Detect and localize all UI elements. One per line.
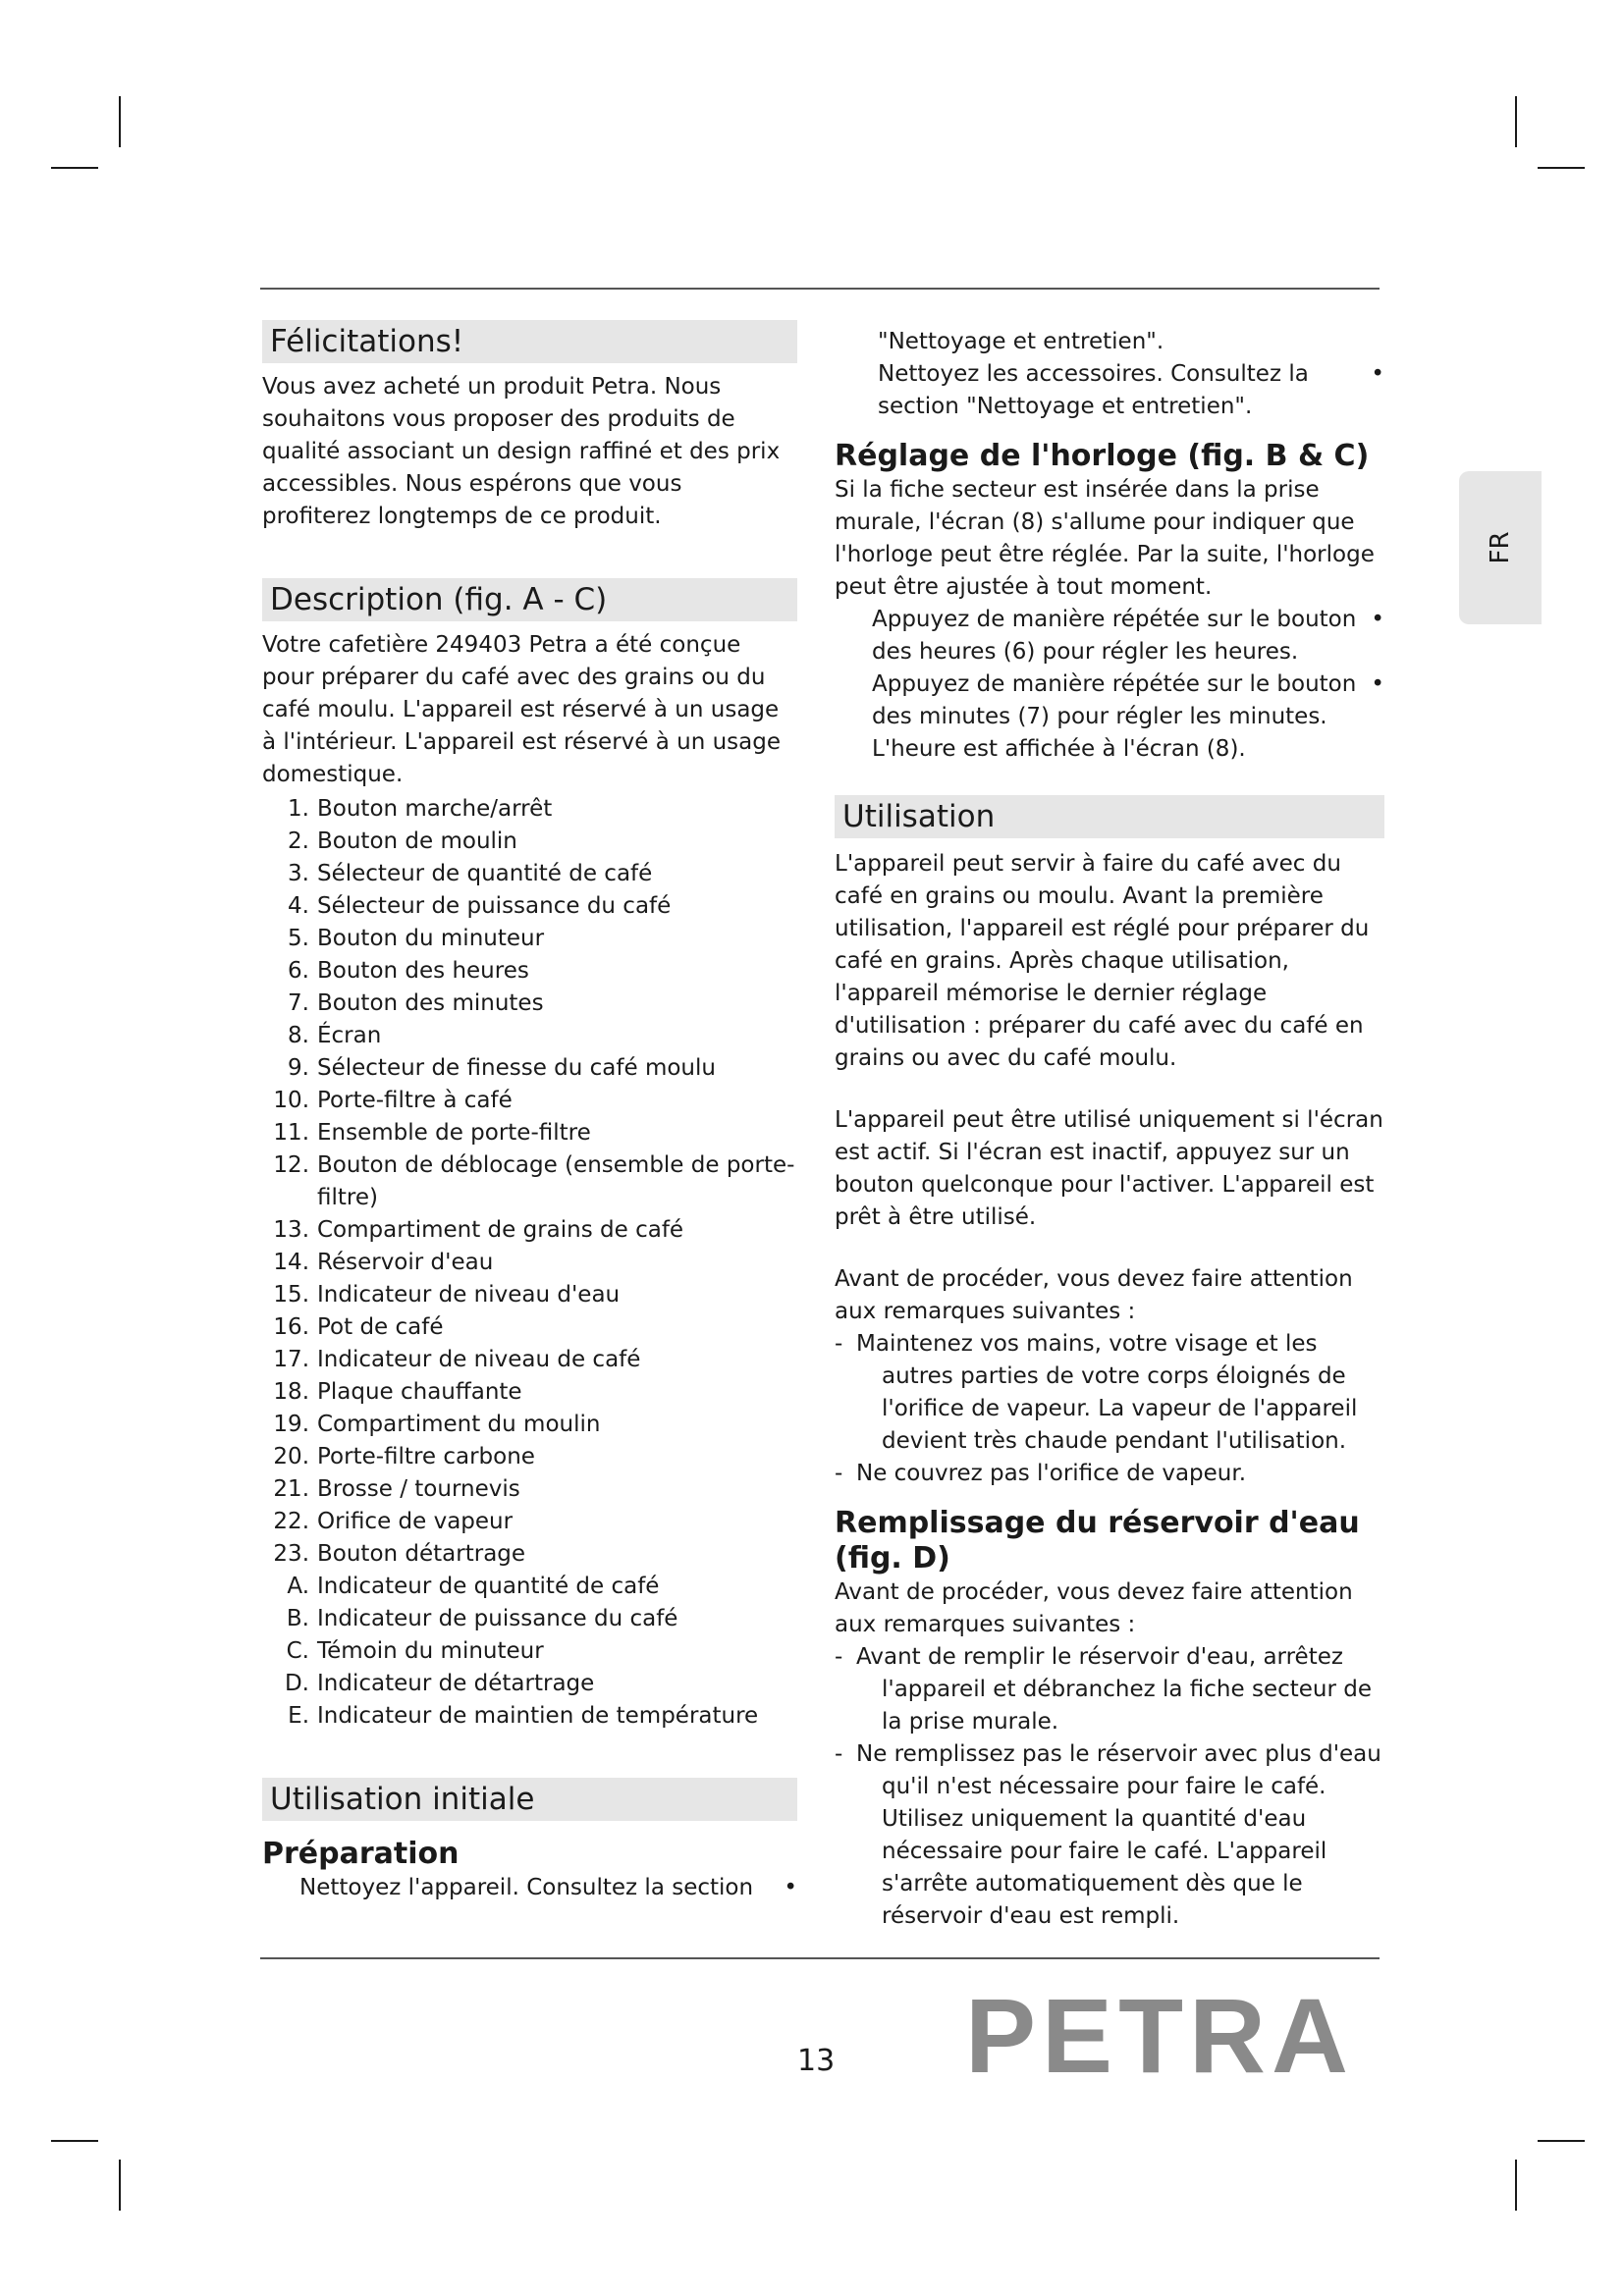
dash-icon: - xyxy=(835,1331,843,1357)
crop-mark xyxy=(119,96,121,147)
felicitations-paragraph: Vous avez acheté un produit Petra. Nous souhaitons vous proposer des produits de qualité associant un design raffiné et des prix accessibles. Nous espérons que vous profiterez longtemps de ce produit. xyxy=(262,374,781,529)
parts-list-item xyxy=(262,955,797,988)
parts-list-item-number: 20. xyxy=(273,1444,309,1469)
parts-list-item-text: Bouton marche/arrêt xyxy=(317,796,553,822)
parts-list-item-number: 12. xyxy=(273,1152,309,1178)
parts-list-item-text: Indicateur de niveau de café xyxy=(317,1347,641,1372)
parts-list-item-text: Sélecteur de puissance du café xyxy=(317,893,672,919)
parts-list-item xyxy=(262,1149,797,1214)
preparation-bullet-1 xyxy=(262,1872,797,1904)
language-tab xyxy=(1459,471,1542,624)
parts-list-item xyxy=(262,1085,797,1117)
bullet-dot-icon: • xyxy=(1371,607,1384,632)
bottom-rule xyxy=(260,1957,1380,1959)
parts-list-item xyxy=(262,1409,797,1441)
remplissage-dash-2-text: Ne remplissez pas le réservoir avec plus d'eau qu'il n'est nécessaire pour faire le café. Utilisez uniquement la quantité d'eau nécessaire pour faire le café. L'appareil s'arrête automatiquement dès que le réservoir d'eau est rempli. xyxy=(856,1741,1381,1929)
parts-list-item-number: B. xyxy=(286,1606,309,1631)
bullet-dot-icon: • xyxy=(1371,671,1384,697)
parts-list-item-text: Indicateur de niveau d'eau xyxy=(317,1282,621,1308)
parts-list-item-text: Bouton de moulin xyxy=(317,828,517,854)
utilisation-dash-1 xyxy=(835,1328,1384,1458)
parts-list-item xyxy=(262,1214,797,1247)
parts-list-item-number: 19. xyxy=(273,1412,309,1437)
parts-list-item xyxy=(262,826,797,858)
remplissage-heading: Remplissage du réservoir d'eau (fig. D) xyxy=(835,1506,1360,1575)
parts-list-item xyxy=(262,1344,797,1376)
horloge-heading: Réglage de l'horloge (fig. B & C) xyxy=(835,439,1370,473)
parts-list-item-text: Brosse / tournevis xyxy=(317,1476,520,1502)
parts-list-item-number: 15. xyxy=(273,1282,309,1308)
utilisation-dash-2 xyxy=(835,1458,1384,1490)
petra-logo: PETRA xyxy=(965,1976,1355,2095)
parts-list-item-text: Indicateur de maintien de température xyxy=(317,1703,759,1729)
parts-list-item-number: 21. xyxy=(273,1476,309,1502)
remplissage-paragraph: Avant de procéder, vous devez faire attention aux remarques suivantes : xyxy=(835,1579,1353,1637)
horloge-after: L'heure est affichée à l'écran (8). xyxy=(872,736,1246,762)
parts-list-item-number: 1. xyxy=(288,796,309,822)
parts-list-item-text: Indicateur de puissance du café xyxy=(317,1606,678,1631)
crop-mark xyxy=(51,167,98,169)
parts-list-item-number: 8. xyxy=(288,1023,309,1048)
utilisation-paragraph-1: L'appareil peut servir à faire du café avec du café en grains ou moulu. Avant la première utilisation, l'appareil est réglé pour préparer du café en grains. Après chaque utilisation, l'appareil mémorise le dernier réglage d'utilisation : préparer du café avec du café en grains ou avec du café moulu. xyxy=(835,851,1370,1071)
parts-list-item xyxy=(262,1441,797,1473)
parts-list-item xyxy=(262,1279,797,1311)
felicitations-heading: Félicitations! xyxy=(262,320,797,363)
remplissage-dash-1 xyxy=(835,1641,1384,1738)
parts-list-item-text: Porte-filtre à café xyxy=(317,1088,513,1113)
parts-list-item-text: Sélecteur de quantité de café xyxy=(317,861,653,886)
utilisation-initiale-heading: Utilisation initiale xyxy=(262,1778,797,1821)
parts-list-item-number: 4. xyxy=(288,893,309,919)
utilisation-dash-2-text: Ne couvrez pas l'orifice de vapeur. xyxy=(856,1461,1247,1486)
parts-list-item xyxy=(262,890,797,923)
crop-mark xyxy=(51,2140,98,2142)
parts-list-item xyxy=(262,1506,797,1538)
parts-list-item-text: Sélecteur de finesse du café moulu xyxy=(317,1055,716,1081)
parts-list-item-text: Compartiment de grains de café xyxy=(317,1217,684,1243)
parts-list-item-text: Porte-filtre carbone xyxy=(317,1444,535,1469)
left-column xyxy=(262,320,797,1904)
preparation-heading: Préparation xyxy=(262,1837,460,1871)
parts-list-item xyxy=(262,1635,797,1668)
parts-list-item-number: 7. xyxy=(288,990,309,1016)
parts-list-item xyxy=(262,1538,797,1571)
parts-list-item xyxy=(262,923,797,955)
utilisation-paragraph-2: L'appareil peut être utilisé uniquement si l'écran est actif. Si l'écran est inactif, appuyez sur un bouton quelconque pour l'activer. L'appareil est prêt à être utilisé. xyxy=(835,1107,1383,1230)
dash-icon: - xyxy=(835,1741,843,1767)
parts-list-item-number: 9. xyxy=(288,1055,309,1081)
crop-mark xyxy=(119,2160,121,2211)
parts-list-item xyxy=(262,988,797,1020)
parts-list-item xyxy=(262,1020,797,1052)
parts-list-item-text: Pot de café xyxy=(317,1314,444,1340)
preparation-bullet-2 xyxy=(835,358,1384,423)
page-number: 13 xyxy=(797,2044,836,2078)
utilisation-paragraph-3: Avant de procéder, vous devez faire attention aux remarques suivantes : xyxy=(835,1266,1353,1324)
parts-list-item-text: Compartiment du moulin xyxy=(317,1412,601,1437)
parts-list-item-text: Bouton du minuteur xyxy=(317,926,545,951)
parts-list-item-number: 18. xyxy=(273,1379,309,1405)
parts-list-item xyxy=(262,1571,797,1603)
parts-list-item-number: 10. xyxy=(273,1088,309,1113)
parts-list-item-text: Bouton de déblocage (ensemble de porte-filtre) xyxy=(317,1152,795,1210)
top-rule xyxy=(260,288,1380,290)
parts-list-item-text: Bouton détartrage xyxy=(317,1541,526,1567)
dash-icon: - xyxy=(835,1461,843,1486)
parts-list-item-text: Ensemble de porte-filtre xyxy=(317,1120,591,1146)
parts-list-item-number: 2. xyxy=(288,828,309,854)
parts-list-item-number: 22. xyxy=(273,1509,309,1534)
crop-mark xyxy=(1538,2140,1585,2142)
parts-list-item-number: 16. xyxy=(273,1314,309,1340)
crop-mark xyxy=(1538,167,1585,169)
parts-list-item xyxy=(262,1311,797,1344)
dash-icon: - xyxy=(835,1644,843,1670)
parts-list-item-text: Bouton des minutes xyxy=(317,990,544,1016)
bullet-dot-icon: • xyxy=(1371,361,1384,387)
crop-mark xyxy=(1515,96,1517,147)
parts-list-item xyxy=(262,793,797,826)
parts-list-item-text: Orifice de vapeur xyxy=(317,1509,514,1534)
parts-list-item xyxy=(262,858,797,890)
parts-list-item xyxy=(262,1117,797,1149)
horloge-bullet-2-text: Appuyez de manière répétée sur le bouton des minutes (7) pour régler les minutes. xyxy=(872,671,1357,729)
preparation-bullet-1-continued: "Nettoyage et entretien". xyxy=(878,329,1164,354)
parts-list-item-number: E. xyxy=(288,1703,309,1729)
parts-list-item-text: Bouton des heures xyxy=(317,958,529,984)
description-heading: Description (fig. A - C) xyxy=(262,578,797,621)
right-column xyxy=(835,320,1384,1933)
preparation-bullet-1-text: Nettoyez l'appareil. Consultez la section xyxy=(299,1875,754,1900)
parts-list-item-text: Indicateur de détartrage xyxy=(317,1671,595,1696)
parts-list-item-number: 23. xyxy=(273,1541,309,1567)
remplissage-dash-1-text: Avant de remplir le réservoir d'eau, arrêtez l'appareil et débranchez la fiche secteur de la prise murale. xyxy=(856,1644,1373,1735)
parts-list-item-text: Réservoir d'eau xyxy=(317,1250,494,1275)
parts-list-item-text: Indicateur de quantité de café xyxy=(317,1574,660,1599)
parts-list xyxy=(262,793,797,1733)
parts-list-item-text: Témoin du minuteur xyxy=(317,1638,544,1664)
parts-list-item-number: 3. xyxy=(288,861,309,886)
parts-list-item xyxy=(262,1247,797,1279)
description-paragraph: Votre cafetière 249403 Petra a été conçue pour préparer du café avec des grains ou du café moulu. L'appareil est réservé à un usage à l'intérieur. L'appareil est réservé à un usage domestique. xyxy=(262,632,782,787)
parts-list-item xyxy=(262,1473,797,1506)
crop-mark xyxy=(1515,2160,1517,2211)
utilisation-heading: Utilisation xyxy=(835,795,1384,838)
parts-list-item xyxy=(262,1603,797,1635)
horloge-bullet-1 xyxy=(835,604,1384,668)
parts-list-item-number: A. xyxy=(287,1574,309,1599)
language-tab-label: FR xyxy=(1486,531,1515,564)
parts-list-item-number: 14. xyxy=(273,1250,309,1275)
parts-list-item-number: D. xyxy=(284,1671,309,1696)
parts-list-item xyxy=(262,1052,797,1085)
horloge-bullet-1-text: Appuyez de manière répétée sur le bouton des heures (6) pour régler les heures. xyxy=(872,607,1357,665)
utilisation-dash-1-text: Maintenez vos mains, votre visage et les autres parties de votre corps éloignés de l'orifice de vapeur. La vapeur de l'appareil devient très chaude pendant l'utilisation. xyxy=(856,1331,1358,1454)
parts-list-item xyxy=(262,1668,797,1700)
remplissage-dash-2 xyxy=(835,1738,1384,1933)
bullet-dot-icon: • xyxy=(784,1875,797,1900)
horloge-paragraph: Si la fiche secteur est insérée dans la prise murale, l'écran (8) s'allume pour indiquer que l'horloge peut être réglée. Par la suite, l'horloge peut être ajustée à tout moment. xyxy=(835,477,1375,600)
parts-list-item-text: Plaque chauffante xyxy=(317,1379,522,1405)
parts-list-item-number: 17. xyxy=(273,1347,309,1372)
parts-list-item xyxy=(262,1376,797,1409)
parts-list-item-number: 5. xyxy=(288,926,309,951)
parts-list-item-text: Écran xyxy=(317,1023,382,1048)
preparation-bullet-2-text: Nettoyez les accessoires. Consultez la section "Nettoyage et entretien". xyxy=(878,361,1309,419)
parts-list-item xyxy=(262,1700,797,1733)
parts-list-item-number: C. xyxy=(286,1638,309,1664)
parts-list-item-number: 11. xyxy=(273,1120,309,1146)
parts-list-item-number: 13. xyxy=(273,1217,309,1243)
parts-list-item-number: 6. xyxy=(288,958,309,984)
horloge-bullet-2 xyxy=(835,668,1384,733)
